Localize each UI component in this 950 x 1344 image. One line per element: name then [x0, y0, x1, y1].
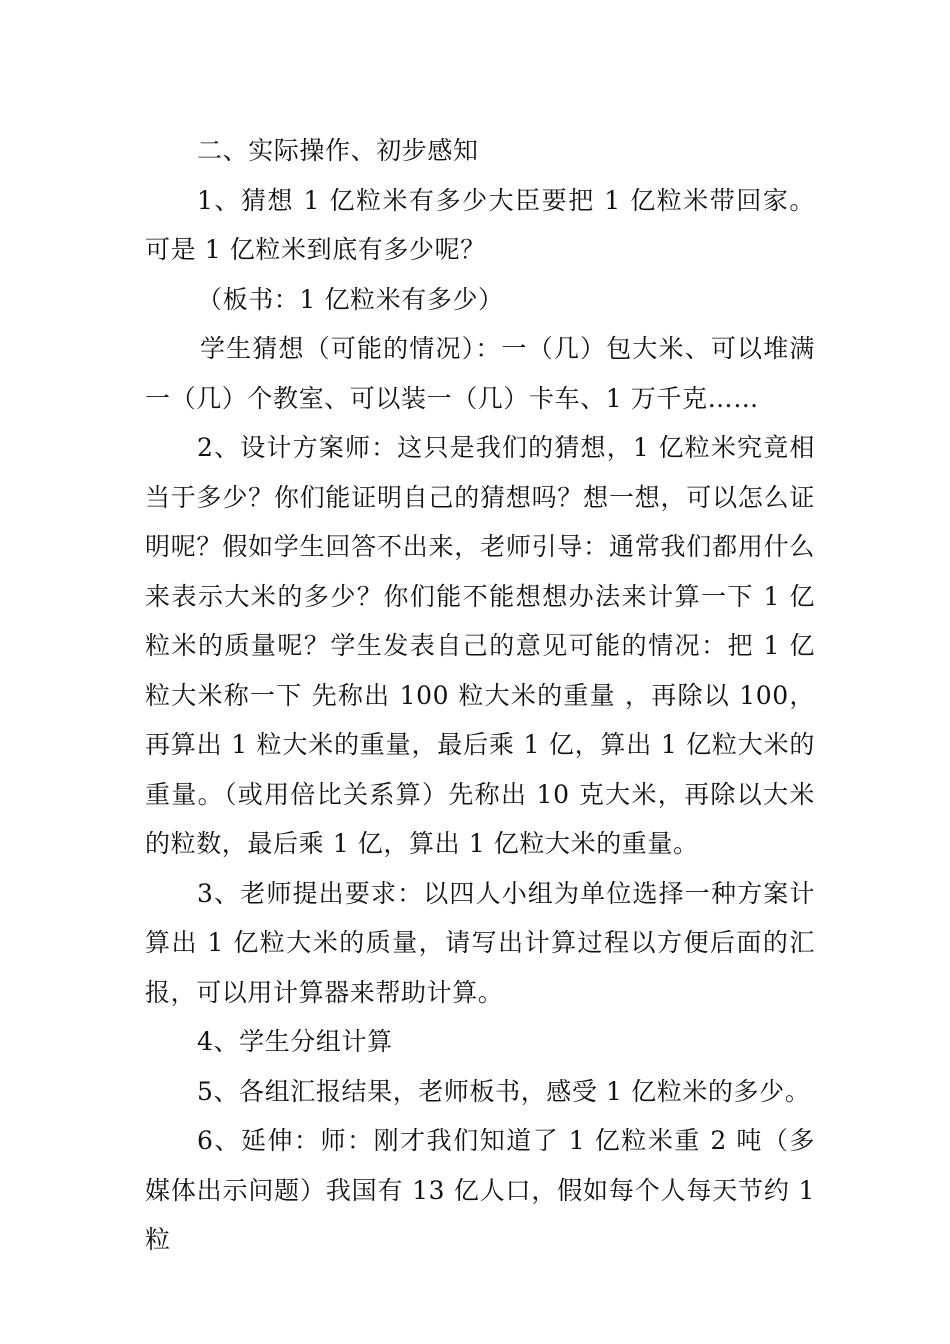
paragraph-student-guess: 学生猜想（可能的情况）：一（几）包大米、可以堆满一（几）个教室、可以装一（几）卡车、1 万千克……: [145, 334, 815, 413]
document-body: [145, 126, 815, 1265]
section-heading: 二、实际操作、初步感知: [197, 136, 479, 165]
paragraph-blackboard-note: （板书：1 亿粒米有多少）: [197, 284, 504, 314]
paragraph-report: 5、各组汇报结果，老师板书，感受 1 亿粒米的多少。: [197, 1076, 811, 1106]
paragraph-extension: 6、延伸：师：刚才我们知道了 1 亿粒米重 2 吨（多媒体出示问题）我国有 13 亿人口，假如每个人每天节约 1 粒: [145, 1126, 815, 1254]
paragraph-requirements: 3、老师提出要求：以四人小组为单位选择一种方案计算出 1 亿粒大米的质量，请写出计算过程以方便后面的汇报，可以用计算器来帮助计算。: [145, 878, 815, 1007]
paragraph-guess: 1、猜想 1 亿粒米有多少大臣要把 1 亿粒米带回家。可是 1 亿粒米到底有多少呢？: [145, 185, 815, 264]
paragraph-group-calc: 4、学生分组计算: [197, 1027, 393, 1056]
paragraph-design-plan: 2、设计方案师：这只是我们的猜想，1 亿粒米究竟相当于多少？你们能证明自己的猜想吗？想一想，可以怎么证明呢？假如学生回答不出来，老师引导：通常我们都用什么来表示大米的多少？你们能不能想想办法来计算一下 1 亿粒米的质量呢？学生发表自己的意见可能的情况：把 1 亿粒大米称一下 先称出 100 粒大米的重量 ，再除以 100，再算出 1 粒大米的重量，最后乘 1 亿，算出 1 亿粒大米的重量。（或用倍比关系算）先称出 10 克大米，再除以大米的粒数，最后乘 1 亿，算出 1 亿粒大米的重量。: [145, 433, 815, 858]
